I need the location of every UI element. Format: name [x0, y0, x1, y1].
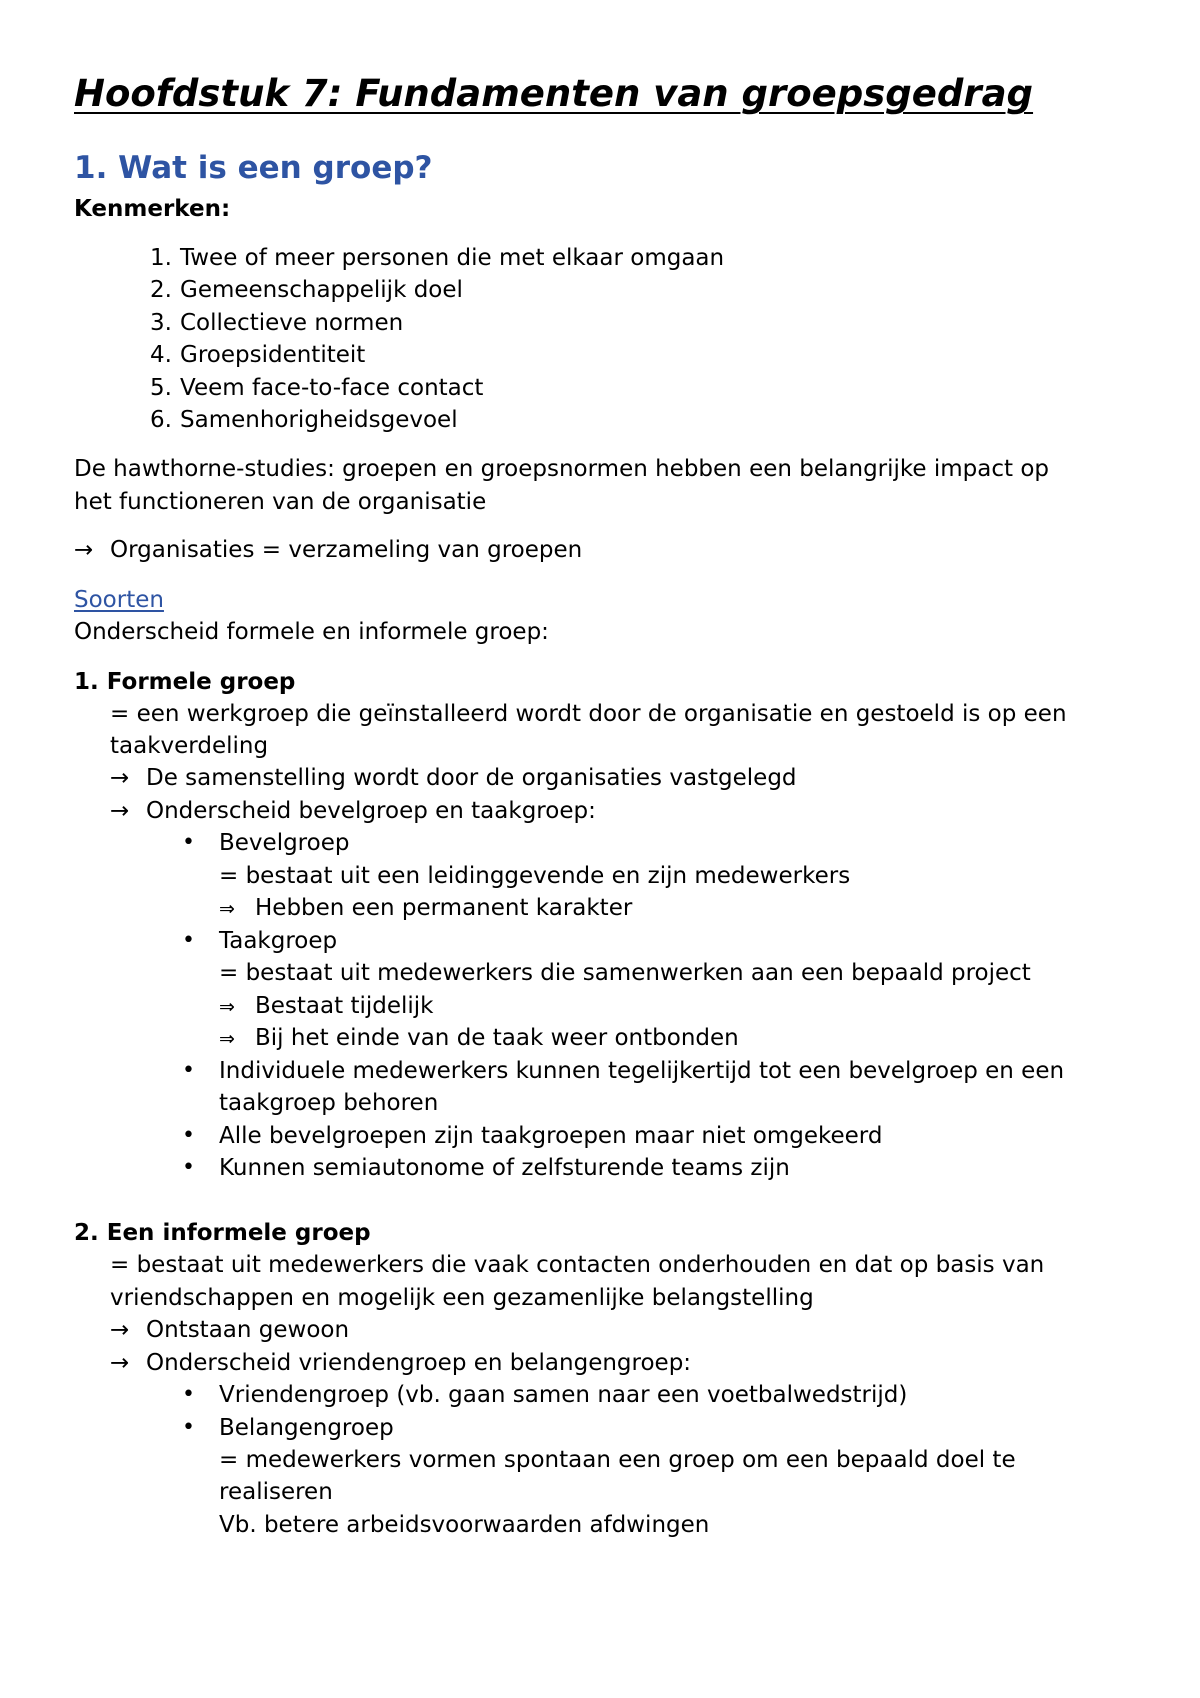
- bullet-icon: •: [182, 1415, 195, 1440]
- list-item: 1. Twee of meer personen die met elkaar omgaan: [150, 245, 725, 271]
- list-item-continuation: taakgroep behoren: [219, 1090, 439, 1116]
- bullet-icon: •: [182, 830, 195, 855]
- document-title: Hoofdstuk 7: Fundamenten van groepsgedrag: [74, 72, 1034, 115]
- list-item: 4. Groepsidentiteit: [150, 342, 366, 368]
- bullet-icon: •: [182, 1058, 195, 1083]
- double-arrow-line: ⇒ Bestaat tijdelijk: [219, 991, 434, 1022]
- list-item: Individuele medewerkers kunnen tegelijkertijd tot een bevelgroep en een: [219, 1058, 1065, 1084]
- arrow-icon: →: [110, 765, 130, 791]
- list-item: Taakgroep: [219, 928, 338, 954]
- bullet-icon: •: [182, 1155, 195, 1180]
- definition-line: = bestaat uit medewerkers die vaak contacten onderhouden en dat op basis van: [110, 1252, 1045, 1278]
- double-arrow-line: ⇒ Hebben een permanent karakter: [219, 893, 632, 924]
- double-arrow-line: ⇒ Bij het einde van de taak weer ontbonden: [219, 1023, 739, 1054]
- subsection-heading: 1. Formele groep: [74, 669, 296, 695]
- definition-line: realiseren: [219, 1479, 333, 1505]
- list-item: 6. Samenhorigheidsgevoel: [150, 407, 458, 433]
- section-heading: 1. Wat is een groep?: [74, 150, 433, 186]
- list-item: Belangengroep: [219, 1415, 394, 1441]
- soorten-link[interactable]: Soorten: [74, 587, 164, 613]
- bullet-icon: •: [182, 928, 195, 953]
- arrow-icon: →: [74, 537, 94, 563]
- definition-line: vriendschappen en mogelijk een gezamenlijke belangstelling: [110, 1285, 814, 1311]
- subsection-heading: 2. Een informele groep: [74, 1220, 371, 1246]
- paragraph-line: De hawthorne-studies: groepen en groepsnormen hebben een belangrijke impact op: [74, 456, 1050, 482]
- definition-line: = bestaat uit een leidinggevende en zijn medewerkers: [219, 863, 851, 889]
- arrow-line: → Onderscheid bevelgroep en taakgroep:: [110, 798, 596, 824]
- list-item: 2. Gemeenschappelijk doel: [150, 277, 463, 303]
- bullet-icon: •: [182, 1382, 195, 1407]
- definition-line: taakverdeling: [110, 733, 269, 759]
- list-item: Vriendengroep (vb. gaan samen naar een voetbalwedstrijd): [219, 1382, 908, 1408]
- double-arrow-icon: ⇒: [219, 996, 235, 1018]
- arrow-line: → Ontstaan gewoon: [110, 1317, 350, 1343]
- definition-line: = medewerkers vormen spontaan een groep om een bepaald doel te: [219, 1447, 1016, 1473]
- kenmerken-label: Kenmerken:: [74, 196, 231, 222]
- arrow-icon: →: [110, 1317, 130, 1343]
- double-arrow-icon: ⇒: [219, 898, 235, 920]
- arrow-icon: →: [110, 798, 130, 824]
- arrow-line: → Organisaties = verzameling van groepen: [74, 537, 583, 563]
- list-item: Alle bevelgroepen zijn taakgroepen maar niet omgekeerd: [219, 1123, 883, 1149]
- arrow-line: → De samenstelling wordt door de organisaties vastgelegd: [110, 765, 797, 791]
- list-item: Kunnen semiautonome of zelfsturende teams zijn: [219, 1155, 790, 1181]
- list-item: 3. Collectieve normen: [150, 310, 404, 336]
- list-item: Bevelgroep: [219, 830, 350, 856]
- list-item: 5. Veem face-to-face contact: [150, 375, 484, 401]
- definition-line: = bestaat uit medewerkers die samenwerken aan een bepaald project: [219, 960, 1031, 986]
- double-arrow-icon: ⇒: [219, 1028, 235, 1050]
- definition-line: = een werkgroep die geïnstalleerd wordt door de organisatie en gestoeld is op een: [110, 701, 1067, 727]
- bullet-icon: •: [182, 1123, 195, 1148]
- arrow-icon: →: [110, 1350, 130, 1376]
- paragraph-line: het functioneren van de organisatie: [74, 489, 487, 515]
- arrow-line: → Onderscheid vriendengroep en belangengroep:: [110, 1350, 692, 1376]
- paragraph-line: Onderscheid formele en informele groep:: [74, 619, 549, 645]
- example-line: Vb. betere arbeidsvoorwaarden afdwingen: [219, 1512, 710, 1538]
